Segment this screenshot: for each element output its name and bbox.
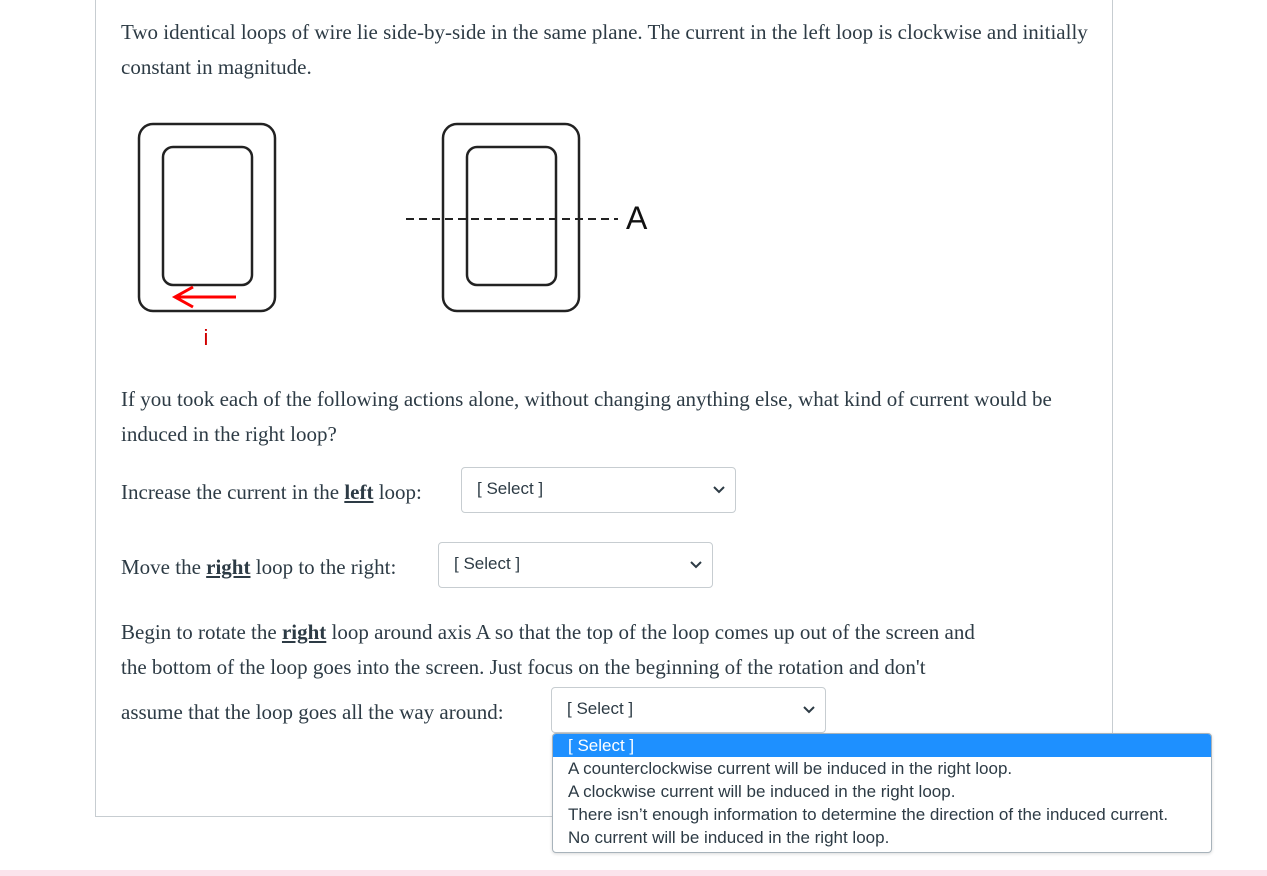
item1-select-value: [ Select ] bbox=[477, 479, 544, 498]
page-bottom-strip bbox=[0, 870, 1267, 876]
item1-text-bold: left bbox=[344, 480, 374, 504]
item3-select-value: [ Select ] bbox=[567, 699, 634, 718]
item1-label bbox=[121, 480, 422, 505]
right-loop-outer bbox=[443, 124, 579, 311]
item3-line3: assume that the loop goes all the way around: bbox=[121, 700, 504, 724]
chevron-down-icon bbox=[690, 560, 702, 570]
left-loop-outer bbox=[139, 124, 275, 311]
item1-text-pre: Increase the current in the bbox=[121, 480, 345, 504]
question-prompt: If you took each of the following actions alone, without changing anything else, what kind of current would be induced in the right loop? bbox=[121, 387, 1052, 446]
dropdown-option[interactable]: A clockwise current will be induced in the right loop. bbox=[568, 782, 956, 801]
item3-text-pre: Begin to rotate the bbox=[121, 620, 282, 644]
item2-label bbox=[121, 555, 396, 580]
item2-text-pre: Move the bbox=[121, 555, 207, 579]
item2-text-post: loop to the right: bbox=[250, 555, 397, 579]
item2-select[interactable] bbox=[438, 542, 713, 588]
loops-figure bbox=[130, 115, 670, 355]
question-intro: Two identical loops of wire lie side-by-side in the same plane. The current in the left loop is clockwise and initially constant in magnitude. bbox=[121, 20, 1088, 79]
item3-line2: the bottom of the loop goes into the screen. Just focus on the beginning of the rotation and don't bbox=[121, 655, 926, 679]
left-loop-inner bbox=[163, 147, 252, 285]
axis-label: A bbox=[626, 200, 648, 236]
item3-text-bold: right bbox=[281, 620, 327, 644]
item3-select[interactable] bbox=[551, 687, 826, 733]
item2-text-bold: right bbox=[206, 555, 251, 579]
chevron-down-icon bbox=[713, 485, 725, 495]
current-arrow bbox=[175, 287, 236, 307]
item3-text-post: loop around axis A so that the top of the loop comes up out of the screen and bbox=[326, 620, 975, 644]
dropdown-option[interactable]: There isn’t enough information to determine the direction of the induced current. bbox=[568, 805, 1169, 824]
item3-line1 bbox=[121, 620, 975, 645]
right-loop-inner bbox=[467, 147, 556, 285]
item1-text-post: loop: bbox=[373, 480, 422, 504]
dropdown-option[interactable]: A counterclockwise current will be induced in the right loop. bbox=[568, 759, 1013, 778]
chevron-down-icon bbox=[803, 705, 815, 715]
dropdown-option[interactable]: No current will be induced in the right loop. bbox=[568, 828, 890, 847]
item2-select-value: [ Select ] bbox=[454, 554, 521, 573]
item1-select[interactable] bbox=[461, 467, 736, 513]
item3-dropdown-list bbox=[552, 733, 1212, 853]
current-label: i bbox=[203, 325, 209, 350]
dropdown-option[interactable]: [ Select ] bbox=[553, 734, 1211, 757]
